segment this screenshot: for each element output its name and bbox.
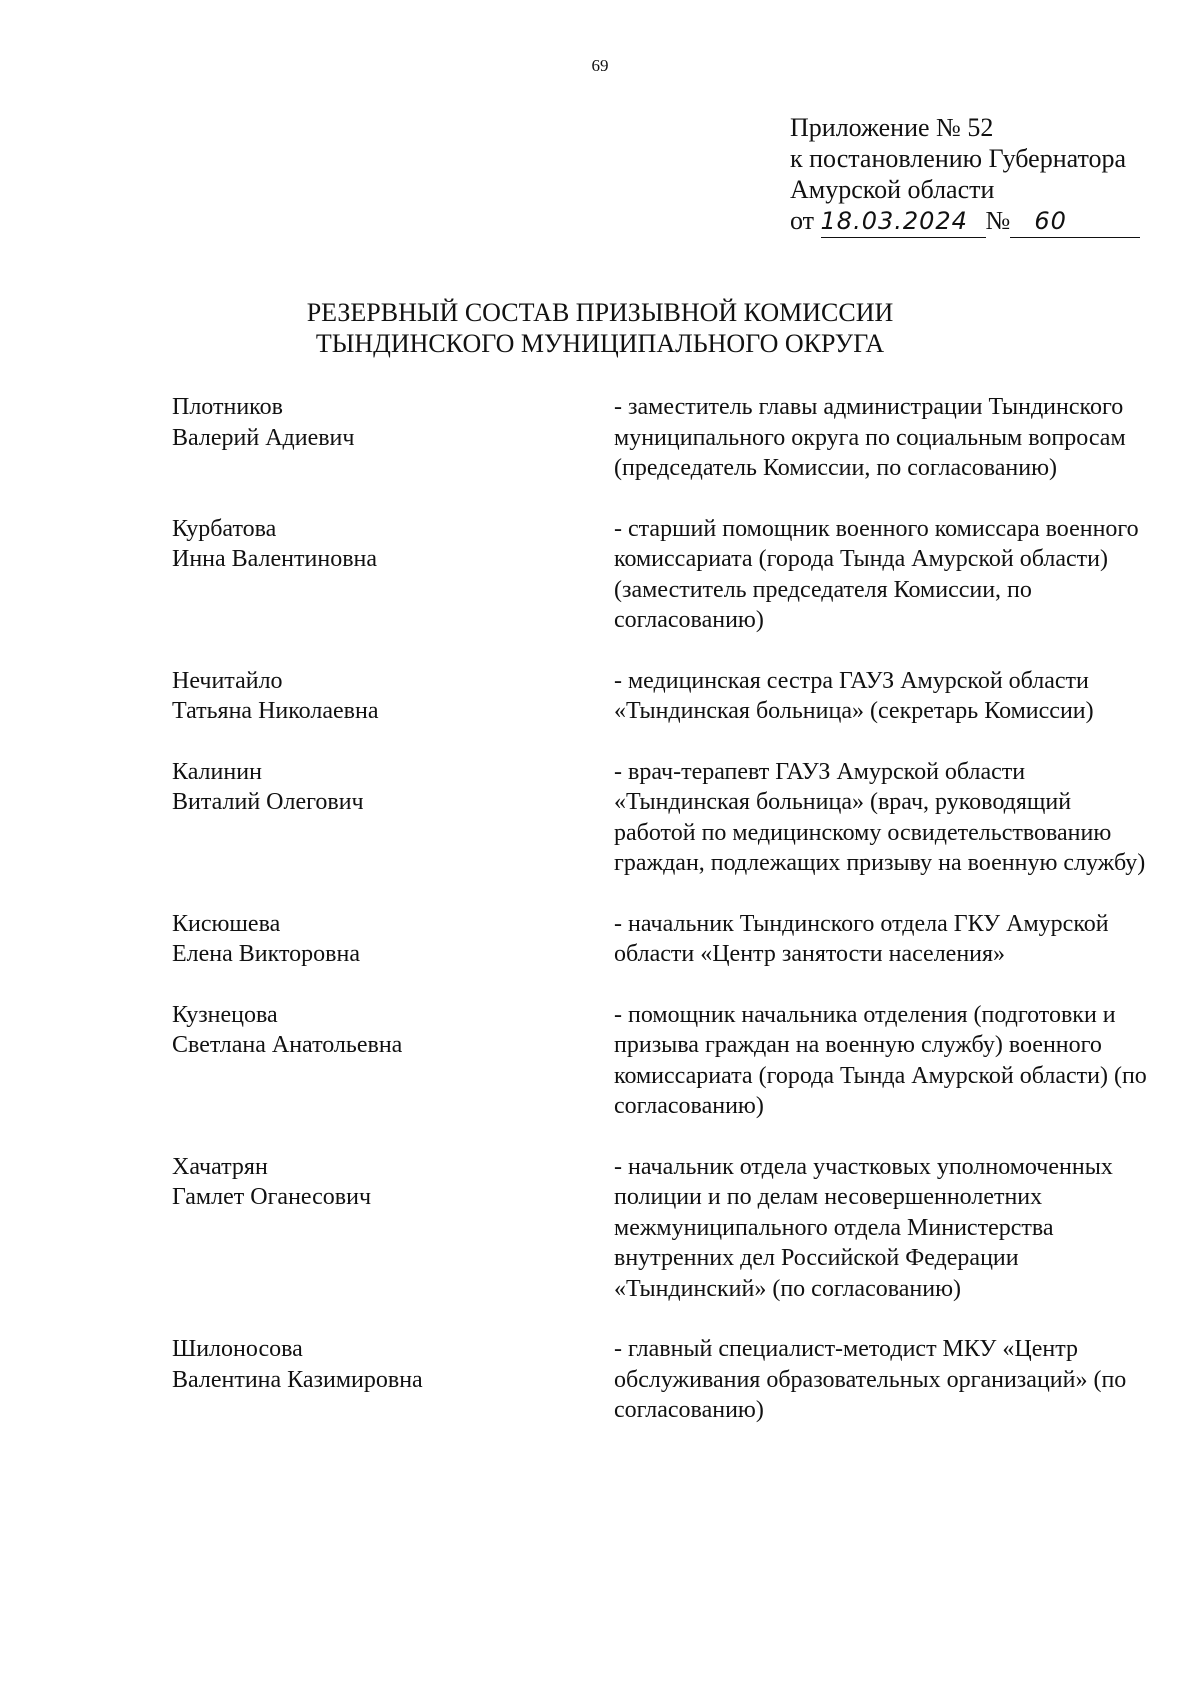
member-name [172, 1152, 614, 1305]
member-surname: Хачатрян [172, 1153, 268, 1180]
member-surname: Плотников [172, 394, 283, 420]
appendix-decree-ref: к постановлению Губернатора [790, 144, 1127, 173]
appendix-date-line [790, 205, 1140, 238]
member-surname: Кисюшева [172, 910, 281, 937]
member-role: - главный специалист-методист МКУ «Центр обслуживания образовательных организаций» (по согласованию) [614, 1336, 1127, 1423]
member-surname: Калинин [172, 758, 262, 785]
appendix-number: Приложение № 52 [790, 113, 994, 142]
member-entry [172, 909, 1147, 970]
member-entry [172, 1152, 1147, 1305]
member-given-names: Гамлет Оганесович [172, 1184, 372, 1210]
member-given-names: Светлана Анатольевна [172, 1032, 403, 1058]
member-entry [172, 1334, 1147, 1426]
member-entry [172, 514, 1147, 636]
member-given-names: Виталий Олегович [172, 789, 364, 815]
member-role: - заместитель главы администрации Тындинского муниципального округа по социальным вопросам (председатель Комиссии, по согласованию) [614, 394, 1126, 481]
member-role: - начальник Тындинского отдела ГКУ Амурской области «Центр занятости населения» [614, 910, 1109, 967]
appendix-region: Амурской области [790, 175, 995, 204]
member-given-names: Инна Валентиновна [172, 546, 378, 572]
member-given-names: Валентина Казимировна [172, 1366, 423, 1393]
handwritten-number: 60 [1010, 206, 1140, 238]
members-list [172, 392, 1147, 1426]
member-name [172, 1334, 614, 1426]
document-title [0, 297, 1200, 359]
member-name [172, 392, 614, 484]
number-label: № [985, 206, 1011, 235]
member-surname: Шилоносова [172, 1336, 303, 1362]
member-role: - врач-терапевт ГАУЗ Амурской области «Тындинская больница» (врач, руководящий работой по медицинскому освидетельствованию граждан, подлежащих призыву на военную службу) [614, 758, 1146, 876]
member-name [172, 757, 614, 879]
member-role: - начальник отдела участковых уполномоченных полиции и по делам несовершеннолетних межмуниципального отдела Министерства внутренних дел Российской Федерации «Тындинский» (по согласованию) [614, 1153, 1113, 1302]
date-prefix: от [790, 206, 815, 235]
member-given-names: Елена Викторовна [172, 941, 360, 967]
member-surname: Курбатова [172, 515, 277, 542]
member-entry [172, 757, 1147, 879]
member-role: - медицинская сестра ГАУЗ Амурской области «Тындинская больница» (секретарь Комиссии) [614, 667, 1094, 724]
member-entry [172, 666, 1147, 727]
member-name [172, 514, 614, 636]
member-name [172, 909, 614, 970]
member-surname: Кузнецова [172, 1001, 278, 1028]
member-surname: Нечитайло [172, 667, 283, 694]
member-role: - старший помощник военного комиссара военного комиссариата (города Тында Амурской области) (заместитель председателя Комиссии, по согласованию) [614, 515, 1139, 633]
title-line-2: ТЫНДИНСКОГО МУНИЦИПАЛЬНОГО ОКРУГА [315, 329, 885, 358]
member-name [172, 666, 614, 727]
member-role: - помощник начальника отделения (подготовки и призыва граждан на военную службу) военного комиссариата (города Тында Амурской области) (по согласованию) [614, 1001, 1147, 1119]
member-name [172, 1000, 614, 1122]
appendix-header [790, 112, 1140, 238]
member-entry [172, 1000, 1147, 1122]
title-line-1: РЕЗЕРВНЫЙ СОСТАВ ПРИЗЫВНОЙ КОМИССИИ [306, 298, 894, 327]
member-entry [172, 392, 1147, 484]
member-given-names: Валерий Адиевич [172, 424, 355, 451]
handwritten-date: 18.03.2024 [821, 206, 986, 238]
page-number: 69 [591, 56, 609, 75]
member-given-names: Татьяна Николаевна [172, 698, 379, 724]
